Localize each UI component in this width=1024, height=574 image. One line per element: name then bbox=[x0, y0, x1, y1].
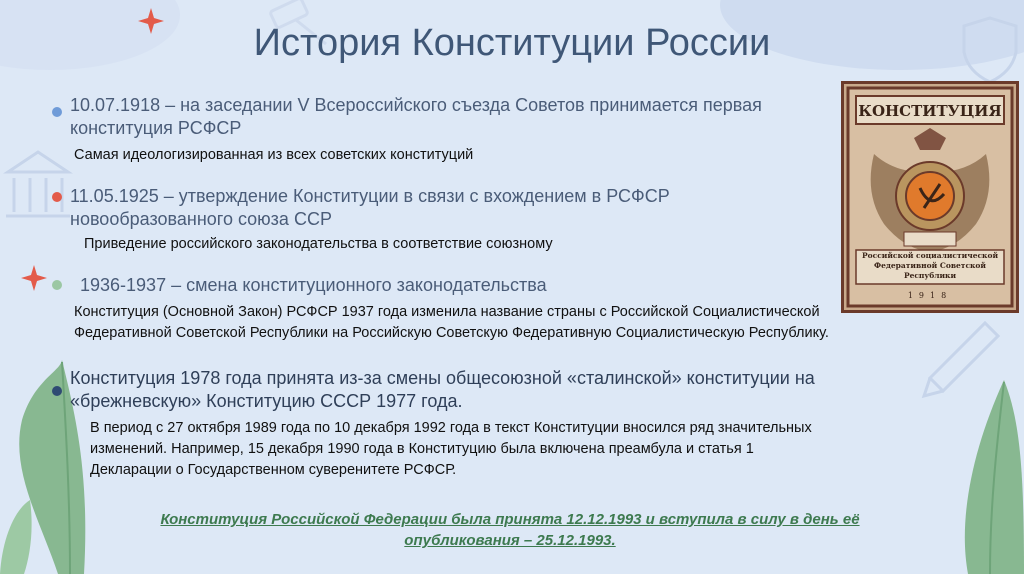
constitution-poster bbox=[844, 84, 1016, 310]
timeline-item-main: 10.07.1918 – на заседании V Всероссийского съезда Советов принимается первая конституция РСФСР bbox=[70, 95, 762, 138]
timeline-item-main: 11.05.1925 – утверждение Конституции в связи с вхождением в РСФСР новообразованного союза ССР bbox=[70, 186, 670, 229]
timeline-item-sub: Конституция (Основной Закон) РСФСР 1937 года изменила название страны с Российской Социалистической Федеративной Советской Республики на Российскую Советскую Федеративную Социалистическую Республику. bbox=[74, 304, 829, 341]
poster-heading: КОНСТИТУЦИЯ bbox=[858, 102, 1002, 120]
page-title: История Конституции России bbox=[253, 22, 771, 64]
poster-year: 1918 bbox=[907, 291, 953, 300]
timeline-item-sub: В период с 27 октября 1989 года по 10 декабря 1992 года в текст Конституции вносился ряд значительных изменений. Например, 15 декабря 1990 года в Конституцию была включена преамбула и статья 1 Декларации о Государственном суверенитете РСФСР. bbox=[90, 420, 812, 478]
sparkle-icon bbox=[21, 265, 47, 291]
poster-caption: Российской социалистической Федеративной Советской Республики bbox=[861, 251, 999, 280]
bullet-dot bbox=[52, 386, 62, 396]
bullet-dot bbox=[52, 192, 62, 202]
pen-icon bbox=[924, 323, 998, 396]
bullet-dot bbox=[52, 107, 62, 117]
timeline-item-main: Конституция 1978 года принята из-за смены общесоюзной «сталинской» конституции на «брежневскую» Конституцию СССР 1977 года. bbox=[70, 368, 815, 411]
timeline-item-sub: Приведение российского законодательства в соответствие союзному bbox=[84, 236, 553, 252]
timeline-item-sub: Самая идеологизированная из всех советских конституций bbox=[74, 147, 474, 163]
footer-note: Конституция Российской Федерации была принята 12.12.1993 и вступила в силу в день её опубликования – 25.12.1993. bbox=[160, 511, 860, 549]
timeline-item-main: 1936-1937 – смена конституционного законодательства bbox=[80, 275, 547, 295]
bullet-dot bbox=[52, 280, 62, 290]
leaf-right-icon bbox=[965, 380, 1024, 574]
building-icon bbox=[6, 152, 70, 216]
